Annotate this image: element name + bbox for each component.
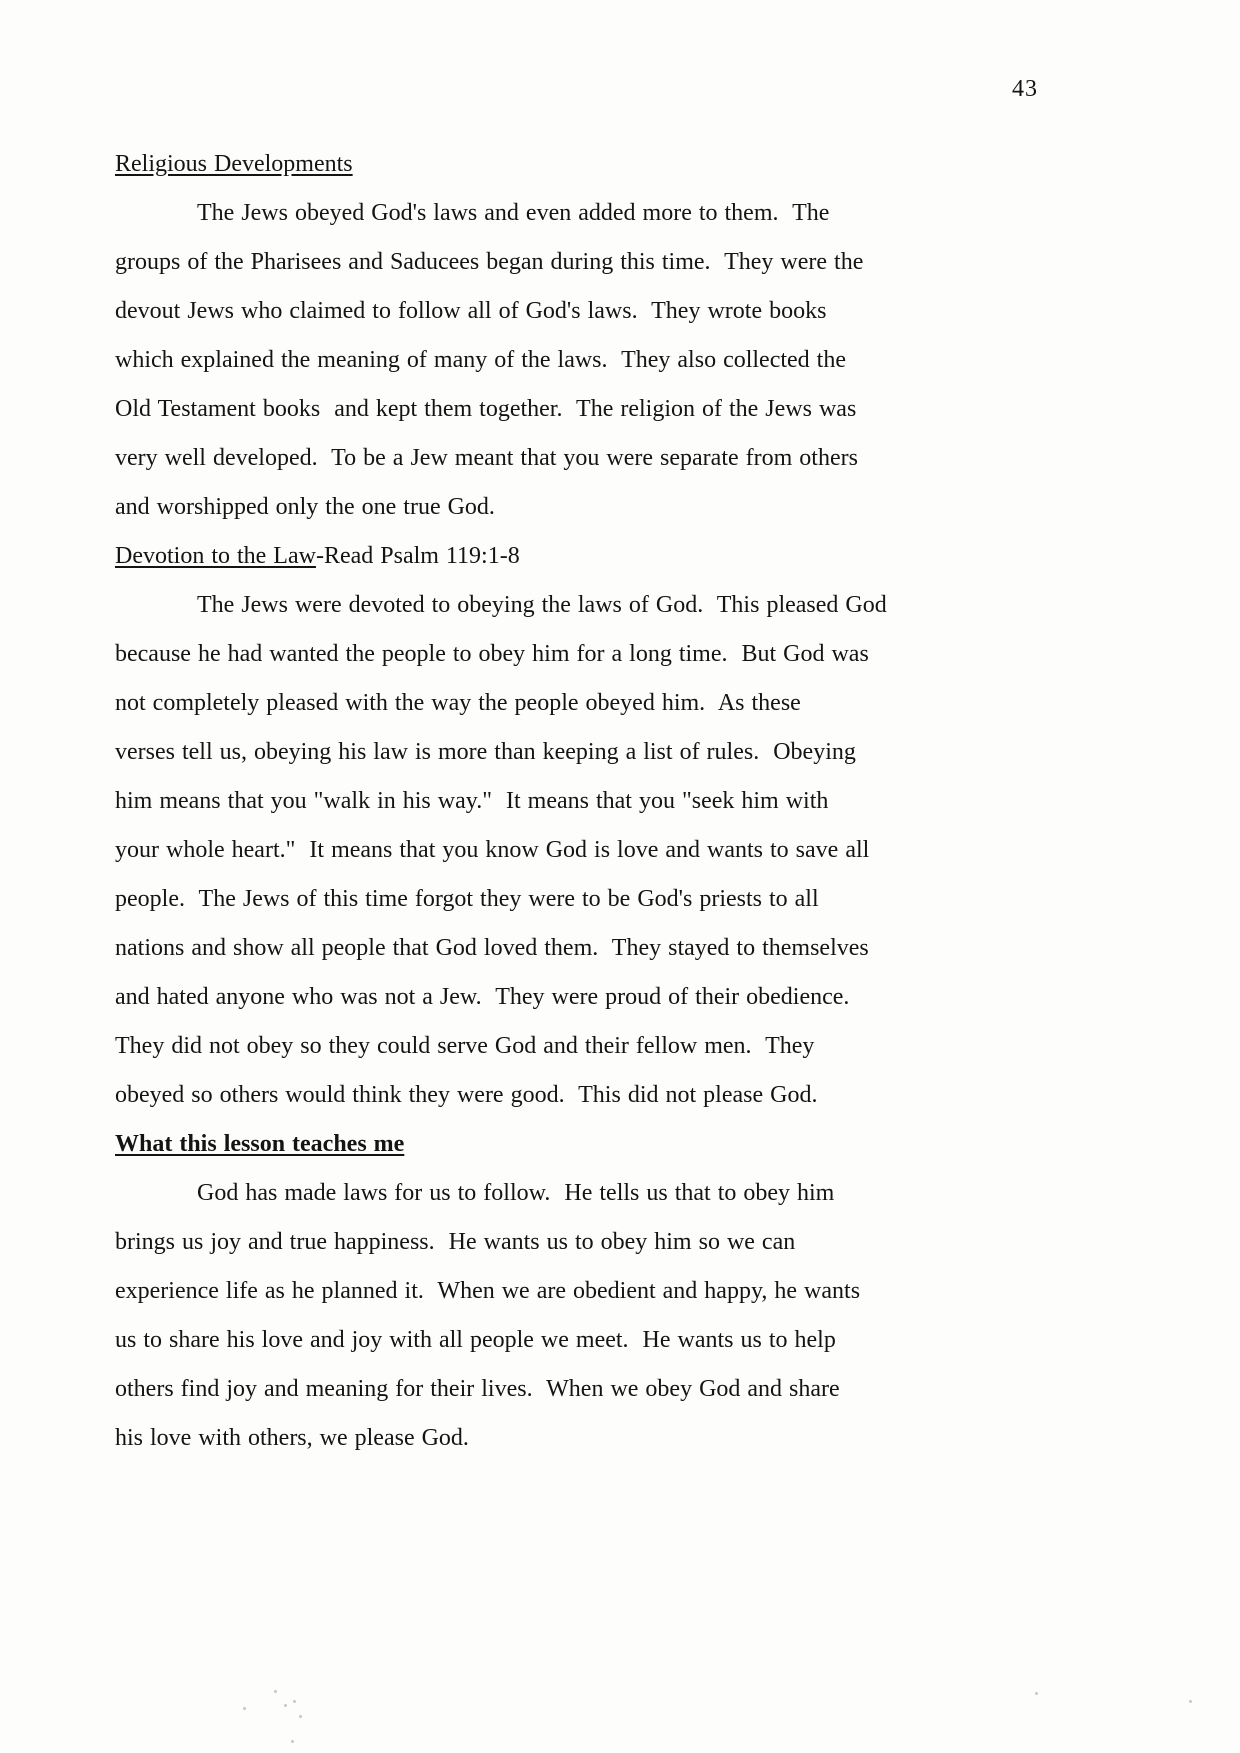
paragraph-line: devout Jews who claimed to follow all of God's laws. They wrote books: [115, 298, 827, 324]
document-body: [115, 140, 1025, 1463]
section-heading: [115, 140, 1025, 189]
scan-artifact: [293, 1700, 296, 1703]
scan-artifact: [243, 1707, 246, 1710]
paragraph-line: which explained the meaning of many of the laws. They also collected the: [115, 347, 846, 373]
paragraph-line: and worshipped only the one true God.: [115, 494, 495, 520]
paragraph-line: very well developed. To be a Jew meant that you were separate from others: [115, 445, 858, 471]
section-heading-rest: -Read Psalm 119:1-8: [315, 543, 520, 569]
section-heading-underlined: Devotion to the Law: [115, 543, 316, 569]
paragraph-line: us to share his love and joy with all people we meet. He wants us to help: [115, 1327, 836, 1353]
paragraph-line: and hated anyone who was not a Jew. They were proud of their obedience.: [115, 984, 850, 1010]
section-heading: [115, 532, 1025, 581]
paragraph-line: God has made laws for us to follow. He tells us that to obey him: [197, 1180, 835, 1206]
paragraph-line: your whole heart." It means that you know God is love and wants to save all: [115, 837, 870, 863]
scan-artifact: [1035, 1692, 1038, 1695]
paragraph-line: experience life as he planned it. When we are obedient and happy, he wants: [115, 1278, 861, 1304]
section-heading: [115, 1120, 1025, 1169]
paragraph-line: because he had wanted the people to obey him for a long time. But God was: [115, 641, 869, 667]
paragraph-line: They did not obey so they could serve God and their fellow men. They: [115, 1033, 815, 1059]
paragraph-line: The Jews were devoted to obeying the laws of God. This pleased God: [197, 592, 887, 618]
paragraph-line: not completely pleased with the way the people obeyed him. As these: [115, 690, 801, 716]
scan-artifact: [284, 1704, 287, 1707]
scan-artifact: [291, 1740, 294, 1743]
paragraph-line: others find joy and meaning for their lives. When we obey God and share: [115, 1376, 840, 1402]
paragraph-line: brings us joy and true happiness. He wants us to obey him so we can: [115, 1229, 796, 1255]
section-heading-underlined: Religious Developments: [115, 151, 353, 177]
paragraph-line: Old Testament books and kept them together. The religion of the Jews was: [115, 396, 857, 422]
scan-artifact: [1189, 1700, 1192, 1703]
paragraph-line: nations and show all people that God loved them. They stayed to themselves: [115, 935, 869, 961]
paragraph-line: obeyed so others would think they were good. This did not please God.: [115, 1082, 818, 1108]
paragraph-line: people. The Jews of this time forgot they were to be God's priests to all: [115, 886, 819, 912]
paragraph-line: verses tell us, obeying his law is more than keeping a list of rules. Obeying: [115, 739, 856, 765]
scan-artifact: [299, 1715, 302, 1718]
paragraph-line: his love with others, we please God.: [115, 1425, 469, 1451]
scan-artifact: [274, 1690, 277, 1693]
section-heading-underlined: What this lesson teaches me: [115, 1131, 405, 1157]
paragraph-line: him means that you "walk in his way." It means that you "seek him with: [115, 788, 829, 814]
paragraph-line: groups of the Pharisees and Saducees began during this time. They were the: [115, 249, 864, 275]
paragraph-line: The Jews obeyed God's laws and even added more to them. The: [197, 200, 830, 226]
page-number: 43: [1012, 76, 1038, 102]
